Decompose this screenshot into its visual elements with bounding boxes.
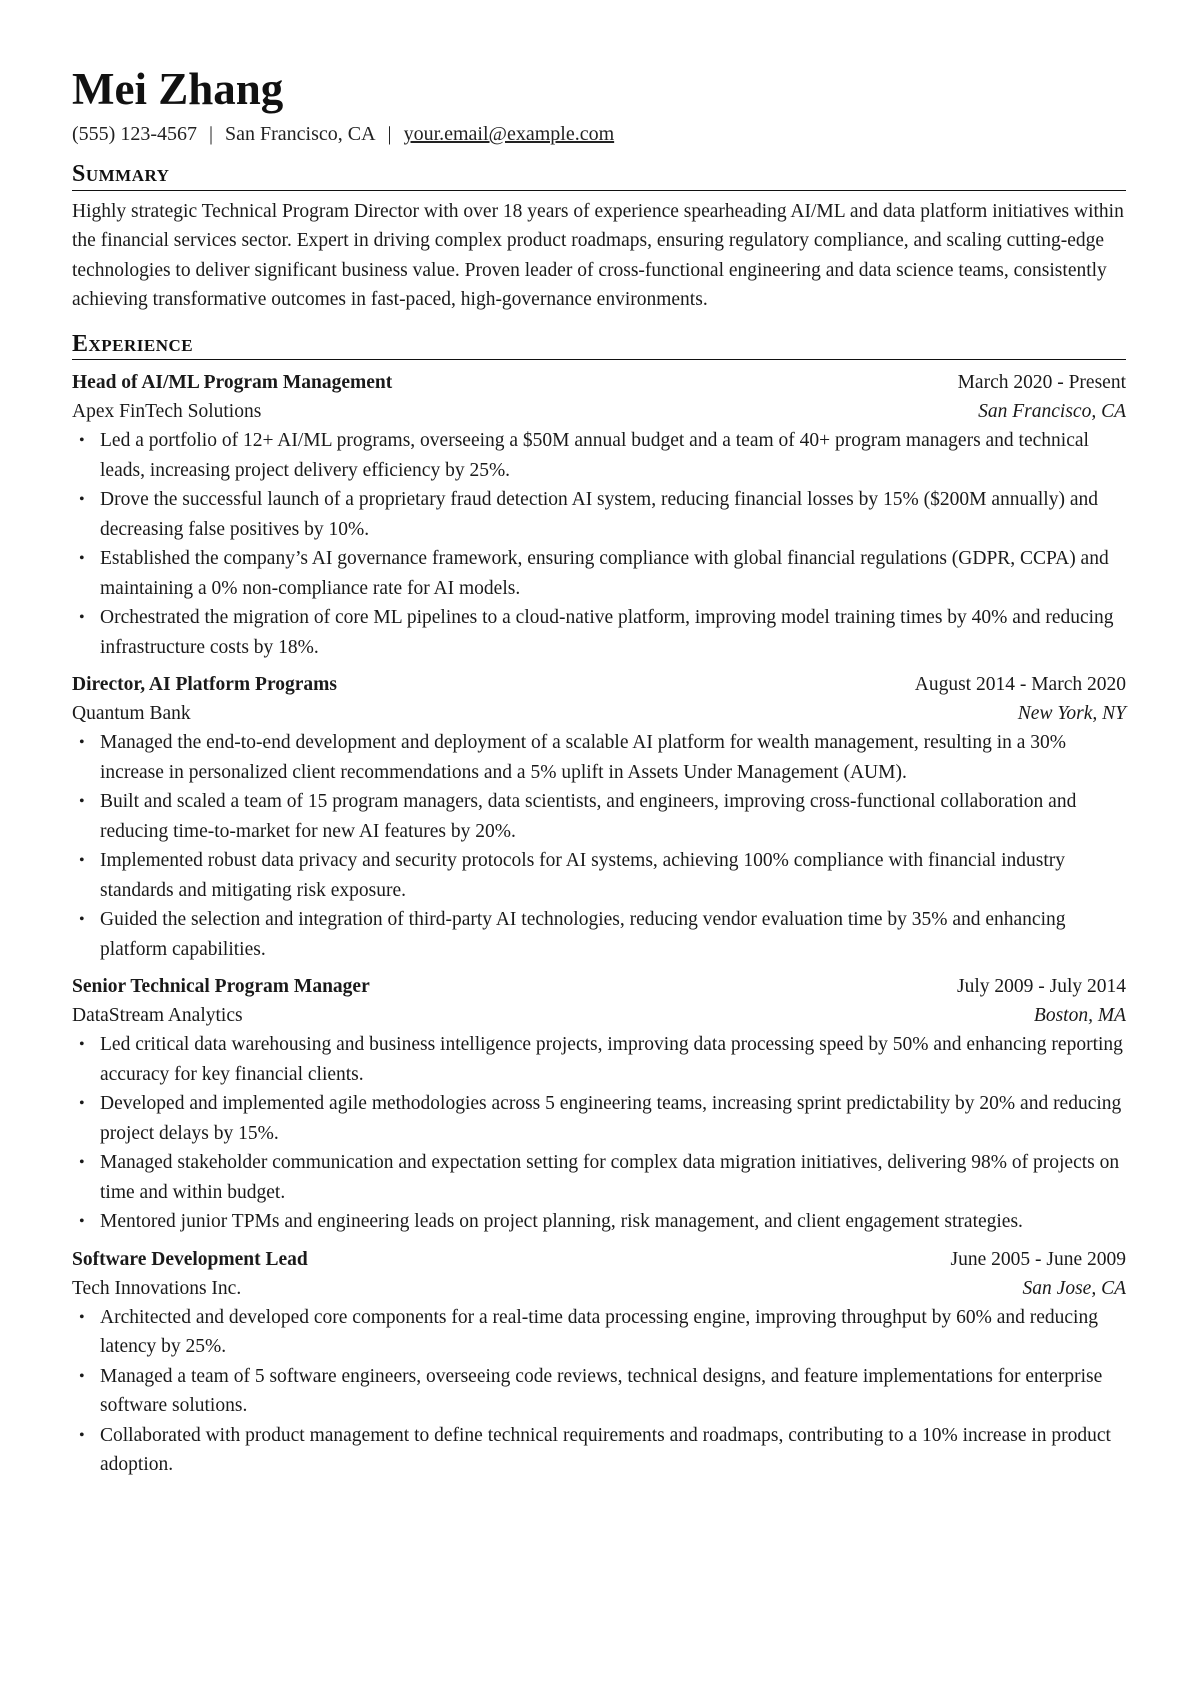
bullet-icon: • — [79, 609, 85, 627]
bullet-item — [72, 603, 1126, 662]
job-location: New York, NY — [1017, 703, 1126, 725]
bullet-icon: • — [79, 1154, 85, 1172]
bullet-icon: • — [79, 911, 85, 929]
phone-number: (555) 123-4567 — [72, 123, 197, 146]
job-entry — [72, 972, 1126, 1237]
experience-heading: Experience — [72, 331, 1126, 360]
job-bullets — [72, 1030, 1126, 1237]
contact-separator: | — [387, 123, 392, 146]
bullet-text: Led a portfolio of 12+ AI/ML programs, overseeing a $50M annual budget and a team of 40+ program managers and technical leads, increasing project delivery efficiency by 25%. — [100, 430, 1089, 481]
bullet-icon: • — [79, 1426, 85, 1444]
candidate-name: Mei Zhang — [72, 64, 284, 114]
job-company-row — [72, 397, 1126, 426]
contact-separator: | — [208, 123, 213, 146]
job-location: Boston, MA — [1033, 1005, 1126, 1027]
bullet-item — [72, 1303, 1126, 1362]
bullet-icon: • — [79, 432, 85, 450]
bullet-item — [72, 1148, 1126, 1207]
bullet-text: Mentored junior TPMs and engineering leads on project planning, risk management, and client engagement strategies. — [100, 1211, 1023, 1233]
bullet-item — [72, 485, 1126, 544]
experience-section — [72, 331, 1126, 1480]
bullet-item — [72, 787, 1126, 846]
bullet-text: Built and scaled a team of 15 program managers, data scientists, and engineers, improving cross-functional collaboration and reducing time-to-market for new AI features by 20%. — [100, 791, 1077, 842]
bullet-icon: • — [79, 1095, 85, 1113]
bullet-icon: • — [79, 491, 85, 509]
bullet-icon: • — [79, 734, 85, 752]
job-company: Apex FinTech Solutions — [72, 401, 262, 423]
bullet-item — [72, 1089, 1126, 1148]
job-company-row — [72, 1001, 1126, 1030]
bullet-item — [72, 905, 1126, 964]
location: San Francisco, CA — [225, 123, 376, 146]
bullet-item — [72, 1421, 1126, 1480]
bullet-text: Managed stakeholder communication and expectation setting for complex data migration initiatives, delivering 98% of projects on time and within budget. — [100, 1152, 1120, 1203]
bullet-icon: • — [79, 550, 85, 568]
contact-line — [72, 121, 1126, 147]
bullet-icon: • — [79, 1367, 85, 1385]
job-location: San Francisco, CA — [978, 401, 1126, 423]
job-title-row — [72, 368, 1126, 397]
job-bullets — [72, 728, 1126, 964]
bullet-icon: • — [79, 852, 85, 870]
resume-header — [72, 66, 1126, 147]
job-bullets — [72, 426, 1126, 662]
job-title: Software Development Lead — [72, 1248, 308, 1270]
bullet-text: Developed and implemented agile methodologies across 5 engineering teams, increasing sprint predictability by 20% and reducing project delays by 15%. — [100, 1093, 1122, 1144]
job-bullets — [72, 1303, 1126, 1480]
bullet-item — [72, 1030, 1126, 1089]
bullet-text: Orchestrated the migration of core ML pipelines to a cloud-native platform, improving model training times by 40% and reducing infrastructure costs by 18%. — [100, 607, 1114, 658]
job-dates: August 2014 - March 2020 — [914, 674, 1126, 696]
bullet-text: Managed the end-to-end development and deployment of a scalable AI platform for wealth management, resulting in a 30% increase in personalized client recommendations and a 5% uplift in Assets Under Management (AUM). — [100, 732, 1067, 783]
job-title-row — [72, 972, 1126, 1001]
job-dates: July 2009 - July 2014 — [956, 976, 1126, 998]
bullet-item — [72, 846, 1126, 905]
bullet-item — [72, 1362, 1126, 1421]
summary-section — [72, 161, 1126, 314]
bullet-item — [72, 1207, 1126, 1237]
bullet-item — [72, 728, 1126, 787]
bullet-item — [72, 426, 1126, 485]
bullet-text: Implemented robust data privacy and security protocols for AI systems, achieving 100% compliance with financial industry standards and mitigating risk exposure. — [100, 850, 1065, 901]
bullet-text: Drove the successful launch of a proprietary fraud detection AI system, reducing financial losses by 15% ($200M annually) and decreasing false positives by 10%. — [100, 489, 1098, 540]
bullet-text: Led critical data warehousing and business intelligence projects, improving data processing speed by 50% and enhancing reporting accuracy for key financial clients. — [100, 1034, 1123, 1085]
job-company: DataStream Analytics — [72, 1005, 243, 1027]
summary-heading: Summary — [72, 161, 1126, 190]
job-company-row — [72, 699, 1126, 728]
job-dates: March 2020 - Present — [957, 372, 1126, 394]
job-entry — [72, 368, 1126, 662]
bullet-item — [72, 544, 1126, 603]
job-entry — [72, 670, 1126, 964]
bullet-text: Guided the selection and integration of third-party AI technologies, reducing vendor evaluation time by 35% and enhancing platform capabilities. — [100, 909, 1066, 960]
job-title-row — [72, 670, 1126, 699]
job-entry — [72, 1245, 1126, 1480]
bullet-icon: • — [79, 1308, 85, 1326]
job-title: Senior Technical Program Manager — [72, 976, 370, 998]
job-title: Director, AI Platform Programs — [72, 674, 337, 696]
job-location: San Jose, CA — [1022, 1277, 1126, 1299]
job-company: Tech Innovations Inc. — [72, 1277, 242, 1299]
summary-text: Highly strategic Technical Program Director with over 18 years of experience spearheading AI/ML and data platform initiatives within the financial services sector. Expert in driving complex product roadmaps, ensuring regulatory compliance, and scaling cutting-edge technologies to deliver significant business value. Proven leader of cross-functional engineering and data science teams, consistently achieving transformative outcomes in fast-paced, high-governance environments. — [72, 200, 1124, 311]
job-title-row — [72, 1245, 1126, 1274]
bullet-text: Architected and developed core components for a real-time data processing engine, improving throughput by 60% and reducing latency by 25%. — [100, 1306, 1098, 1358]
job-company-row — [72, 1274, 1126, 1303]
bullet-text: Managed a team of 5 software engineers, overseeing code reviews, technical designs, and feature implementations for enterprise software solutions. — [100, 1365, 1103, 1417]
job-title: Head of AI/ML Program Management — [72, 372, 393, 394]
bullet-text: Established the company’s AI governance framework, ensuring compliance with global financial regulations (GDPR, CCPA) and maintaining a 0% non-compliance rate for AI models. — [100, 548, 1109, 599]
bullet-text: Collaborated with product management to define technical requirements and roadmaps, contributing to a 10% increase in product adoption. — [100, 1424, 1111, 1476]
bullet-icon: • — [79, 1036, 85, 1054]
job-company: Quantum Bank — [72, 703, 191, 725]
bullet-icon: • — [79, 793, 85, 811]
job-dates: June 2005 - June 2009 — [950, 1248, 1126, 1270]
email-link[interactable]: your.email@example.com — [403, 123, 615, 146]
bullet-icon: • — [79, 1213, 85, 1231]
